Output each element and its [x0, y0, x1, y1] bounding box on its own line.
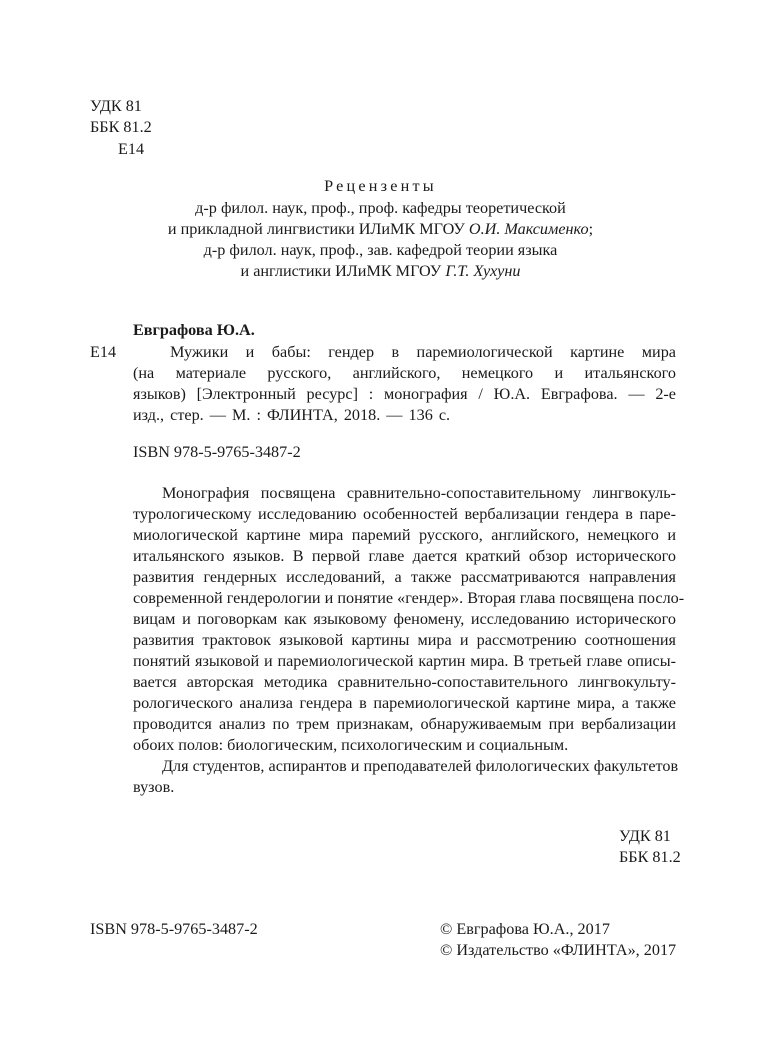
- abstract-line: Монография посвящена сравнительно-сопоставительному лингвокуль-: [162, 484, 676, 502]
- reviewer-name-1: О.И. Максименко: [468, 220, 589, 238]
- abstract-line: обоих полов: биологическим, психологическим и социальным.: [133, 736, 569, 754]
- audience-line-2: вузов.: [133, 778, 175, 796]
- copyright-author: © Евграфова Ю.А., 2017: [440, 920, 610, 938]
- author-heading: Евграфова Ю.А.: [133, 321, 255, 339]
- bib-line-1: Мужики и бабы: гендер в паремиологической картине мира: [170, 343, 676, 361]
- bib-line-3: языков) [Электронный ресурс] : монография / Ю.А. Евграфова. — 2-е: [133, 385, 676, 403]
- reviewer-name-2: Г.Т. Хухуни: [445, 262, 521, 280]
- abstract-line: современной гендерологии и понятие «гендер». Вторая глава посвящена посло-: [133, 589, 685, 607]
- abstract-line: рологического анализа гендера в паремиологической картине мира, а также: [133, 694, 676, 712]
- author-mark-top: Е14: [118, 140, 145, 158]
- udk-bottom: УДК 81: [619, 827, 671, 845]
- reviewer-line-4: и англистики ИЛиМК МГОУ Г.Т. Хухуни: [240, 262, 521, 280]
- bbk-top: ББК 81.2: [90, 118, 152, 136]
- abstract-line: развития гендерных исследований, а также рассматриваются направления: [133, 568, 676, 586]
- abstract-line: вицам и поговоркам как языковому феномену, исследованию исторического: [133, 610, 676, 628]
- bib-line-4: изд., стер. — М. : ФЛИНТА, 2018. — 136 с.: [133, 406, 451, 424]
- abstract-line: миологической картине мира паремий русского, английского, немецкого и: [133, 526, 676, 544]
- copyright-publisher: © Издательство «ФЛИНТА», 2017: [440, 941, 677, 959]
- udk-top: УДК 81: [90, 97, 142, 115]
- reviewer-line-2: и прикладной лингвистики ИЛиМК МГОУ О.И. Максименко;: [167, 220, 594, 238]
- reviewer-line-1: д-р филол. наук, проф., проф. кафедры теоретической: [195, 199, 566, 217]
- abstract-line: проводится анализ по трем признакам, обнаруживаемым при вербализации: [133, 715, 676, 733]
- bib-line-2: (на материале русского, английского, немецкого и итальянского: [133, 364, 676, 382]
- reviewers-heading: Рецензенты: [324, 177, 437, 195]
- abstract-line: понятий языковой и паремиологической картин мира. В третьей главе описы-: [133, 652, 676, 670]
- reviewer-line-3: д-р филол. наук, проф., зав. кафедрой теории языка: [203, 241, 558, 259]
- isbn-footer: ISBN 978-5-9765-3487-2: [90, 920, 258, 938]
- isbn-record: ISBN 978-5-9765-3487-2: [133, 443, 301, 461]
- abstract-line: вается авторская методика сравнительно-сопоставительного лингвокульту-: [133, 673, 676, 691]
- abstract-line: турологическому исследованию особенностей вербализации гендера в паре-: [133, 505, 676, 523]
- author-mark: Е14: [90, 343, 117, 361]
- bbk-bottom: ББК 81.2: [619, 848, 681, 866]
- abstract-line: развития трактовок языковой картины мира и рассмотрению соотношения: [133, 631, 676, 649]
- audience-line-1: Для студентов, аспирантов и преподавателей филологических факультетов: [162, 757, 679, 775]
- abstract-line: итальянского языков. В первой главе дается краткий обзор исторического: [133, 547, 676, 565]
